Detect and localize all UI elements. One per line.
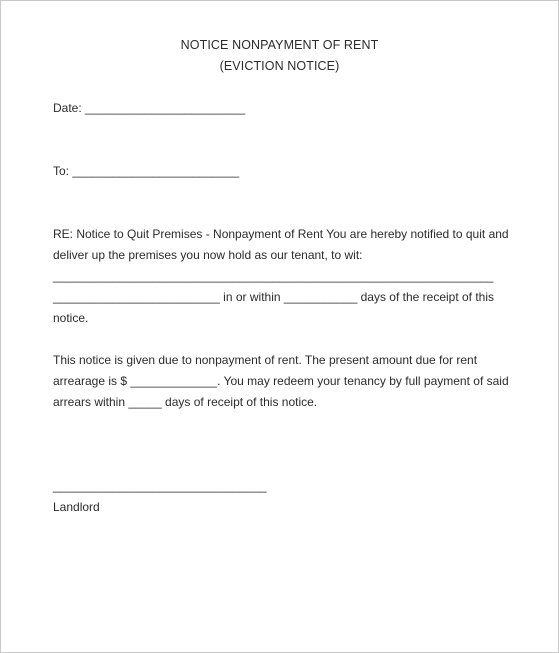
landlord-label: Landlord xyxy=(53,500,100,514)
re-line-1: RE: Notice to Quit Premises - Nonpayment of Rent You are hereby notified to quit and xyxy=(53,227,509,241)
paragraph-line-3: arrears within _____ days of receipt of this notice. xyxy=(53,395,318,409)
date-line: Date: ________________________ xyxy=(53,101,246,115)
paragraph-line-2: arrearage is $ _____________. You may redeem your tenancy by full payment of said xyxy=(53,374,509,388)
paragraph-line-1: This notice is given due to nonpayment of rent. The present amount due for rent xyxy=(53,353,478,367)
re-line-2: deliver up the premises you now hold as our tenant, to wit: xyxy=(53,248,363,262)
notice-title: NOTICE NONPAYMENT OF RENT xyxy=(180,38,379,52)
to-line: To: _________________________ xyxy=(53,164,240,178)
signature-line: ________________________________ xyxy=(53,479,267,493)
notice-subtitle: (EVICTION NOTICE) xyxy=(219,59,340,73)
premises-blank-line: __________________________________________________________________ xyxy=(53,269,494,283)
re-line-5: notice. xyxy=(53,311,89,325)
re-line-4: _________________________ in or within ___________ days of the receipt of this xyxy=(53,290,495,304)
